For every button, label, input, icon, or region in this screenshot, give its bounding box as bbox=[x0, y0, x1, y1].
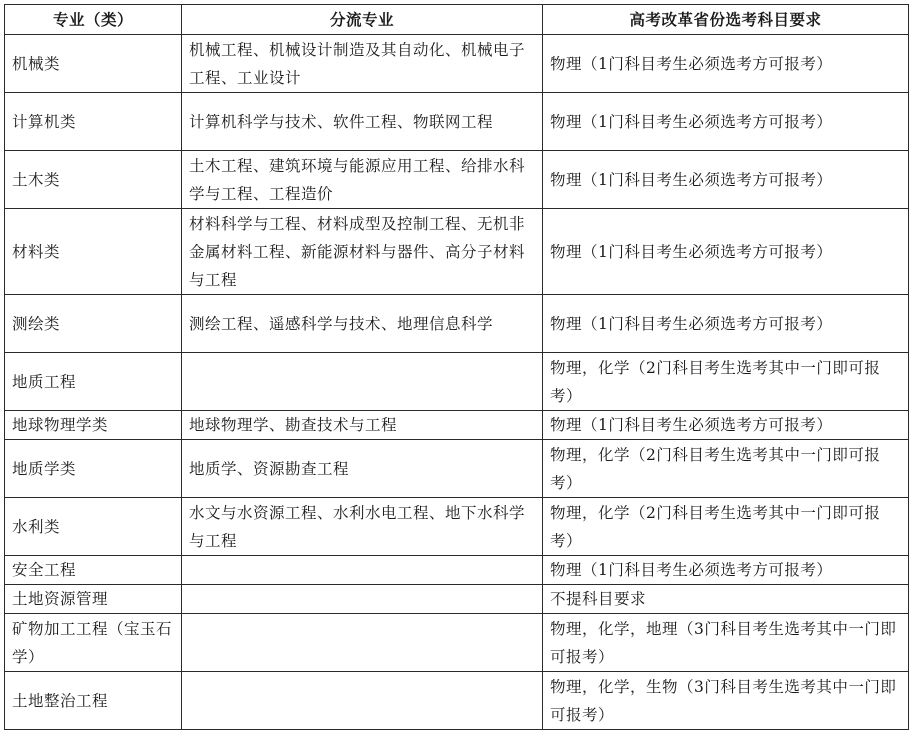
table-row bbox=[5, 498, 909, 556]
category-cell: 材料类 bbox=[5, 209, 182, 295]
majors-cell: 土木工程、建筑环境与能源应用工程、给排水科学与工程、工程造价 bbox=[182, 151, 543, 209]
requirement-cell: 物理（1门科目考生必须选考方可报考） bbox=[543, 556, 909, 585]
table-row bbox=[5, 353, 909, 411]
requirement-cell: 物理（1门科目考生必须选考方可报考） bbox=[543, 209, 909, 295]
category-cell: 地球物理学类 bbox=[5, 411, 182, 440]
table-row bbox=[5, 614, 909, 672]
table-row bbox=[5, 556, 909, 585]
category-cell: 安全工程 bbox=[5, 556, 182, 585]
requirement-cell: 物理（1门科目考生必须选考方可报考） bbox=[543, 151, 909, 209]
requirement-cell: 不提科目要求 bbox=[543, 585, 909, 614]
table-row bbox=[5, 440, 909, 498]
requirement-cell: 物理，化学（2门科目考生选考其中一门即可报考） bbox=[543, 498, 909, 556]
majors-cell bbox=[182, 585, 543, 614]
category-cell: 机械类 bbox=[5, 35, 182, 93]
category-cell: 计算机类 bbox=[5, 93, 182, 151]
header-category: 专业（类） bbox=[5, 5, 182, 35]
table-row bbox=[5, 151, 909, 209]
table-row bbox=[5, 585, 909, 614]
majors-cell bbox=[182, 614, 543, 672]
majors-cell bbox=[182, 672, 543, 730]
table-row bbox=[5, 295, 909, 353]
majors-cell: 地质学、资源勘查工程 bbox=[182, 440, 543, 498]
requirement-cell: 物理，化学（2门科目考生选考其中一门即可报考） bbox=[543, 440, 909, 498]
requirement-cell: 物理，化学，地理（3门科目考生选考其中一门即可报考） bbox=[543, 614, 909, 672]
requirement-cell: 物理（1门科目考生必须选考方可报考） bbox=[543, 35, 909, 93]
requirement-cell: 物理（1门科目考生必须选考方可报考） bbox=[543, 295, 909, 353]
category-cell: 土地整治工程 bbox=[5, 672, 182, 730]
header-majors: 分流专业 bbox=[182, 5, 543, 35]
category-cell: 矿物加工工程（宝玉石学） bbox=[5, 614, 182, 672]
majors-cell: 测绘工程、遥感科学与技术、地理信息科学 bbox=[182, 295, 543, 353]
header-requirement: 高考改革省份选考科目要求 bbox=[543, 5, 909, 35]
majors-cell: 水文与水资源工程、水利水电工程、地下水科学与工程 bbox=[182, 498, 543, 556]
majors-cell bbox=[182, 556, 543, 585]
requirement-cell: 物理（1门科目考生必须选考方可报考） bbox=[543, 411, 909, 440]
category-cell: 地质学类 bbox=[5, 440, 182, 498]
category-cell: 测绘类 bbox=[5, 295, 182, 353]
majors-cell: 地球物理学、勘查技术与工程 bbox=[182, 411, 543, 440]
table-body bbox=[5, 35, 909, 730]
requirement-cell: 物理，化学，生物（3门科目考生选考其中一门即可报考） bbox=[543, 672, 909, 730]
table-row bbox=[5, 672, 909, 730]
requirement-cell: 物理（1门科目考生必须选考方可报考） bbox=[543, 93, 909, 151]
header-row bbox=[5, 5, 909, 35]
majors-cell: 材料科学与工程、材料成型及控制工程、无机非金属材料工程、新能源材料与器件、高分子材料与工程 bbox=[182, 209, 543, 295]
category-cell: 土木类 bbox=[5, 151, 182, 209]
subject-requirements-table bbox=[4, 4, 909, 730]
majors-cell bbox=[182, 353, 543, 411]
category-cell: 地质工程 bbox=[5, 353, 182, 411]
table-row bbox=[5, 411, 909, 440]
table-header bbox=[5, 5, 909, 35]
table-row bbox=[5, 35, 909, 93]
category-cell: 土地资源管理 bbox=[5, 585, 182, 614]
category-cell: 水利类 bbox=[5, 498, 182, 556]
table-row bbox=[5, 209, 909, 295]
table-row bbox=[5, 93, 909, 151]
majors-cell: 机械工程、机械设计制造及其自动化、机械电子工程、工业设计 bbox=[182, 35, 543, 93]
majors-cell: 计算机科学与技术、软件工程、物联网工程 bbox=[182, 93, 543, 151]
requirement-cell: 物理，化学（2门科目考生选考其中一门即可报考） bbox=[543, 353, 909, 411]
